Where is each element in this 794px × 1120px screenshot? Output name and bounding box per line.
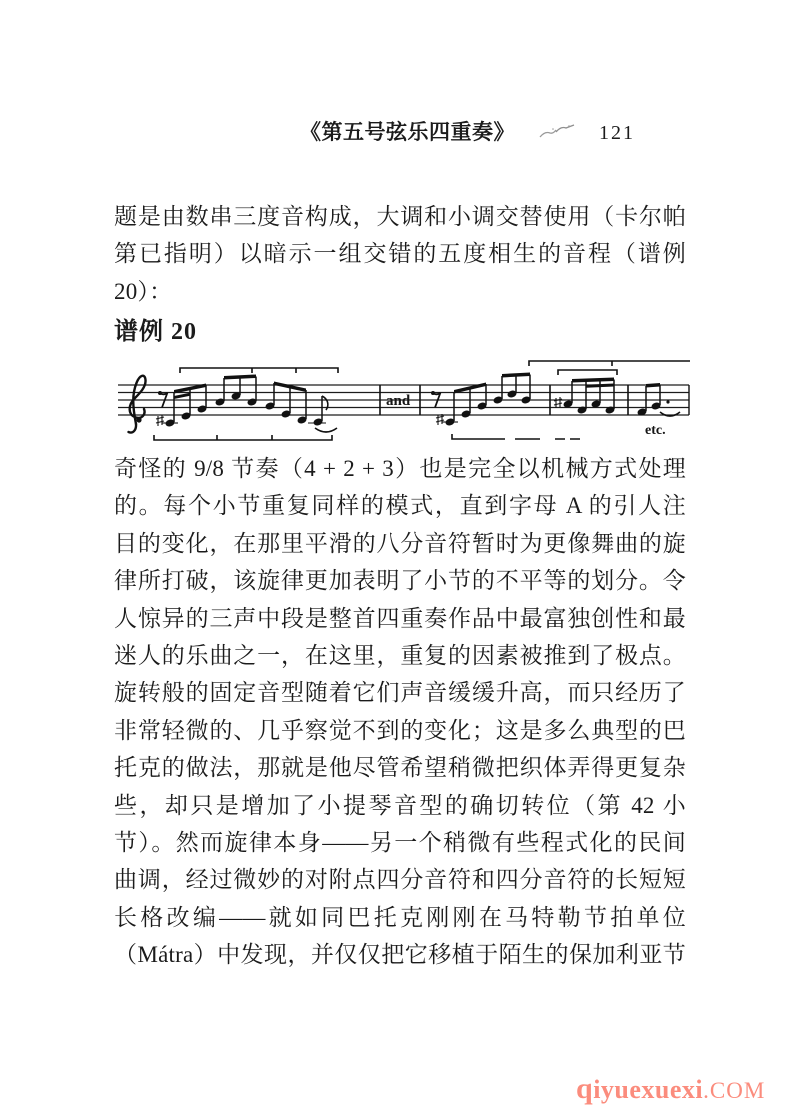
score-and-label: and [386, 393, 411, 409]
text-line: 奇怪的 9/8 节奏（4 + 2 + 3）也是完全以机械方式处理 [114, 456, 686, 481]
treble-clef-icon [129, 376, 146, 433]
text-line: 题是由数串三度音构成，大调和小调交替使用（卡尔帕 [114, 204, 686, 229]
note-group-2 [215, 375, 258, 407]
text-line: 曲调，经过微妙的对附点四分音符和四分音符的长短短 [114, 867, 686, 893]
watermark-prefix: q [576, 1072, 594, 1105]
music-score-figure [112, 356, 692, 450]
text-line: 律所打破，该旋律更加表明了小节的不平等的划分。令 [114, 568, 686, 594]
eighth-rest [158, 391, 168, 408]
text-line: 节）。然而旋律本身——另一个稍微有些程式化的民间 [114, 829, 686, 855]
intro-paragraph [114, 198, 686, 310]
note-group-1 [162, 384, 207, 428]
text-line: 非常轻微的、几乎察觉不到的变化；这是多么典型的巴 [114, 717, 686, 743]
tied-note-1 [308, 396, 337, 432]
text-line: 第已指明）以暗示一组交错的五度相生的音程（谱例 [114, 241, 686, 267]
smudge-graphic [539, 123, 577, 141]
text-line: 旋转般的固定音型随着它们声音缓缓升高，而只经历了 [114, 680, 686, 706]
score-example-label: 谱例 20 [114, 319, 197, 345]
score-graphic [112, 356, 692, 450]
body-paragraph [114, 450, 686, 973]
text-line: 迷人的乐曲之一，在这里，重复的因素被推到了极点。 [114, 642, 686, 668]
text-line: 目的变化，在那里平滑的八分音符暂时为更像舞曲的旋 [114, 530, 686, 556]
site-watermark [576, 1072, 765, 1104]
note-group-6 [563, 378, 616, 415]
text-line: 些，却只是增加了小提琴音型的确切转位（第 42 小 [114, 792, 686, 818]
accidental-sharp-2 [436, 414, 444, 425]
accidental-sharp [156, 415, 164, 426]
running-title: 《第五号弦乐四重奏》 [300, 120, 515, 144]
page-number: 121 [599, 122, 635, 144]
pencil-smudge-icon [539, 123, 577, 141]
eighth-rest-2 [431, 391, 441, 408]
page-header [300, 116, 720, 146]
note-group-4 [442, 383, 487, 427]
text-line: （Mátra）中发现，并仅仅把它移植于陌生的保加利亚节 [114, 942, 686, 968]
text-line: 20）： [114, 278, 173, 304]
watermark-site-name: iyuexuexi [593, 1075, 704, 1104]
text-line: 的。每个小节重复同样的模式，直到字母 A 的引人注 [114, 493, 686, 519]
text-line: 长格改编——就如同巴托克刚刚在马特勒节拍单位 [114, 904, 686, 930]
text-line: 托克的做法，那就是他尽管希望稍微把织体弄得更复杂 [114, 755, 686, 781]
accidental-sharp-3 [554, 397, 562, 408]
watermark-domain: .COM [703, 1078, 766, 1103]
score-etc-label: etc. [645, 423, 666, 438]
text-line: 人惊异的三声中段是整首四重奏作品中最富独创性和最 [114, 605, 686, 631]
note-group-3 [265, 382, 308, 425]
